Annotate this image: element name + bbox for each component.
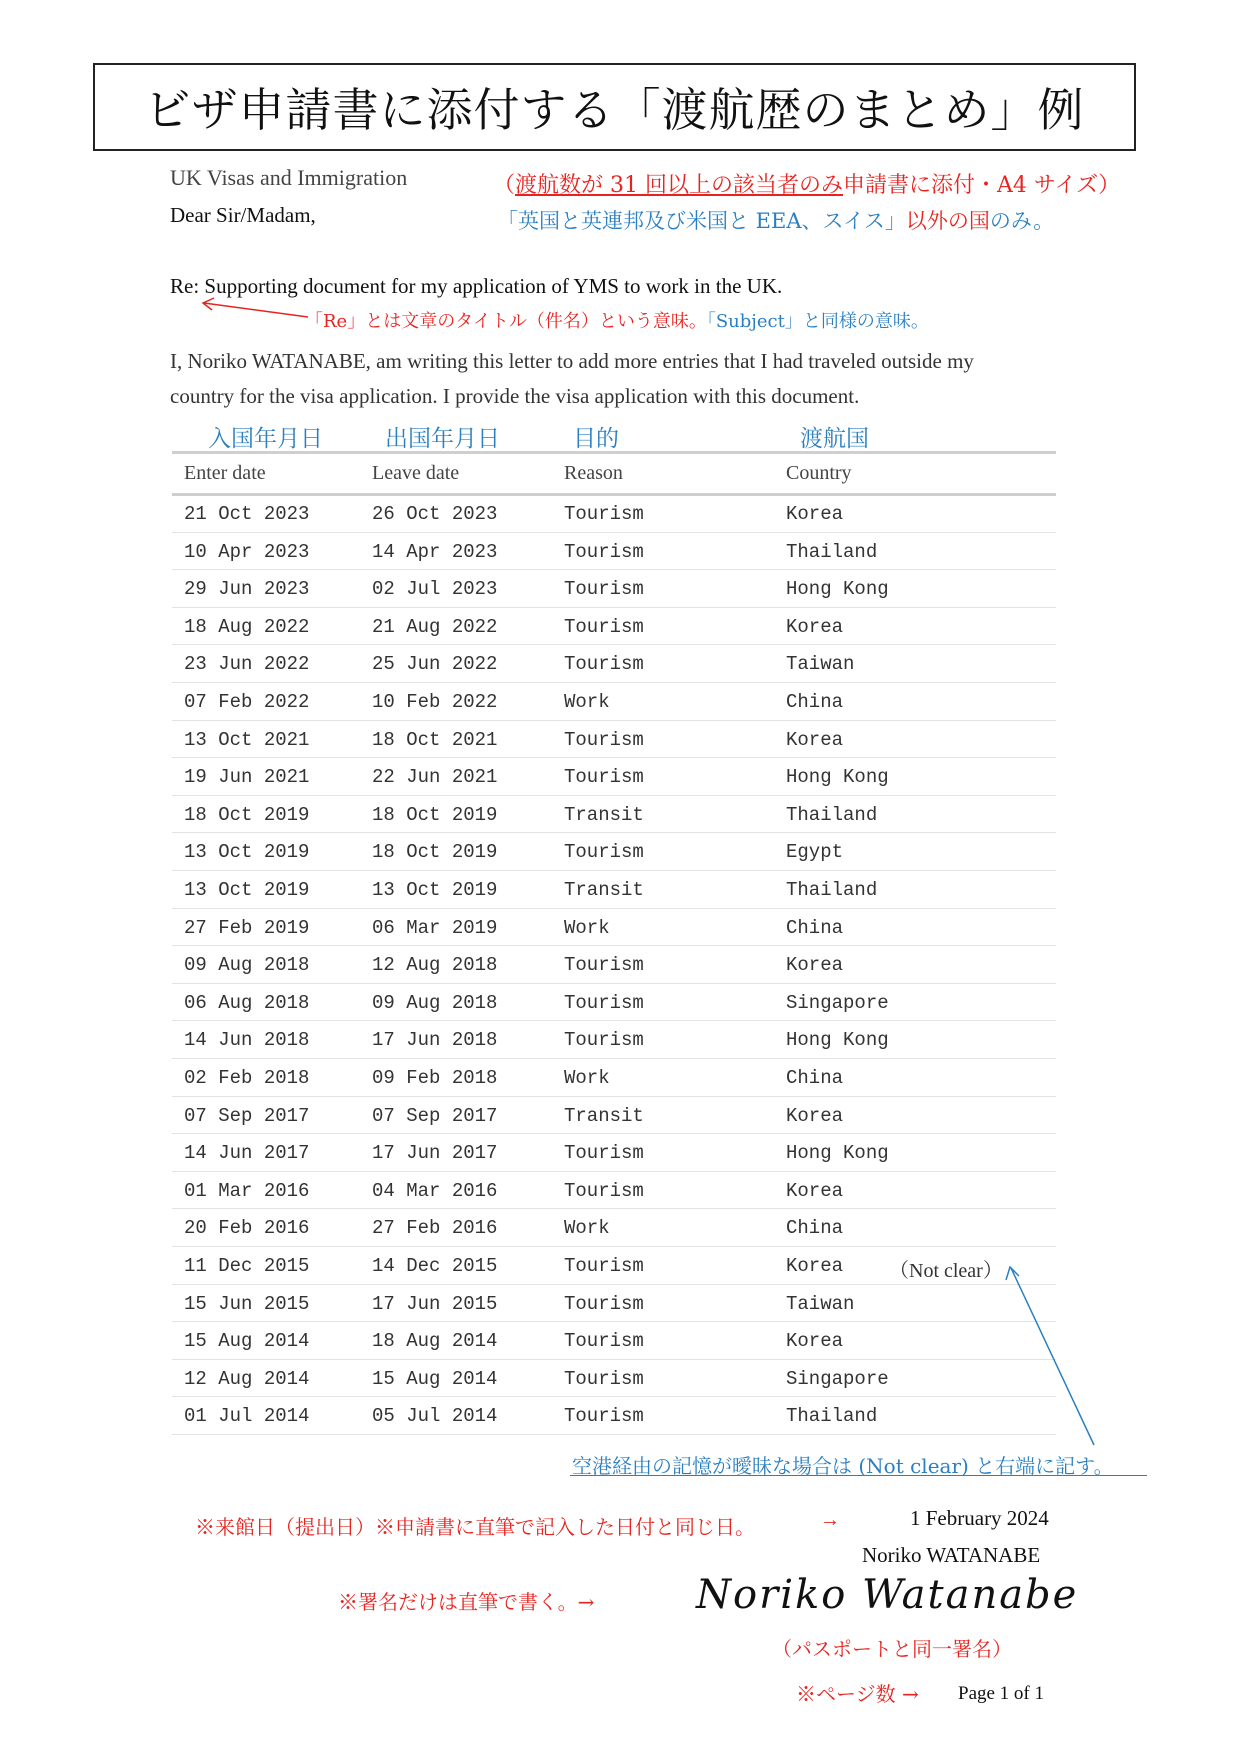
cell-enter-date: 15 Jun 2015: [184, 1292, 310, 1315]
cell-leave-date: 10 Feb 2022: [372, 691, 498, 713]
cell-country: Hong Kong: [786, 766, 889, 789]
cell-leave-date: 15 Aug 2014: [372, 1367, 498, 1390]
not-clear-arrow-icon: [1000, 1262, 1100, 1448]
cell-enter-date: 27 Feb 2019: [184, 916, 310, 939]
cell-country: China: [786, 916, 844, 939]
cell-leave-date: 18 Oct 2021: [372, 728, 498, 751]
cell-country: Thailand: [786, 803, 878, 826]
cell-country: Korea: [786, 954, 844, 977]
cell-reason: Tourism: [564, 991, 644, 1014]
cell-reason: Work: [564, 1067, 610, 1089]
cell-country: Korea: [786, 503, 844, 525]
body-line-2: country for the visa application. I provide the visa application with this document.: [170, 384, 860, 408]
cell-leave-date: 12 Aug 2018: [372, 954, 498, 977]
cell-reason: Tourism: [564, 653, 644, 676]
cell-reason: Tourism: [564, 578, 644, 601]
cell-country: Hong Kong: [786, 1142, 889, 1165]
cell-country: Singapore: [786, 1367, 889, 1390]
column-header-enter-date: Enter date: [184, 462, 266, 484]
table-row: [172, 570, 1056, 608]
cell-country: Thailand: [786, 1405, 878, 1428]
cell-reason: Work: [564, 916, 610, 939]
cell-leave-date: 22 Jun 2021: [372, 766, 498, 789]
page-count-note: ※ページ数 →: [796, 1682, 919, 1706]
cell-country: Korea: [786, 1104, 844, 1127]
re-explanation-note: [305, 307, 929, 333]
cell-country: China: [786, 691, 844, 713]
passport-signature-note: （パスポートと同一署名）: [772, 1637, 1012, 1661]
table-row: [172, 871, 1056, 909]
cell-leave-date: 18 Aug 2014: [372, 1330, 498, 1353]
note1-open: （: [493, 173, 516, 198]
cell-enter-date: 07 Feb 2022: [184, 691, 310, 713]
cell-enter-date: 06 Aug 2018: [184, 991, 310, 1014]
jp-header-country: 渡航国: [800, 426, 869, 452]
cell-enter-date: 18 Aug 2022: [184, 615, 310, 638]
cell-country: Taiwan: [786, 653, 855, 676]
table-row: [172, 608, 1056, 646]
cell-country: China: [786, 1217, 844, 1240]
table-row: [172, 1360, 1056, 1398]
table-row: [172, 1134, 1056, 1172]
cell-enter-date: 02 Feb 2018: [184, 1067, 310, 1089]
cell-leave-date: 02 Jul 2023: [372, 578, 498, 601]
cell-enter-date: 13 Oct 2019: [184, 879, 310, 901]
cell-leave-date: 27 Feb 2016: [372, 1217, 498, 1240]
table-row: [172, 1172, 1056, 1210]
cell-country: Thailand: [786, 879, 878, 901]
cell-enter-date: 01 Mar 2016: [184, 1179, 310, 1202]
cell-leave-date: 25 Jun 2022: [372, 653, 498, 676]
cell-leave-date: 05 Jul 2014: [372, 1405, 498, 1428]
cell-reason: Tourism: [564, 1255, 644, 1277]
page-number: Page 1 of 1: [958, 1683, 1045, 1704]
cell-enter-date: 29 Jun 2023: [184, 578, 310, 601]
not-clear-marker: （Not clear）: [889, 1260, 1003, 1282]
table-row: [172, 1247, 1056, 1285]
cell-enter-date: 20 Feb 2016: [184, 1217, 310, 1240]
cell-country: Korea: [786, 1255, 844, 1277]
note1-rest: 申請書に添付・A4 サイズ）: [843, 173, 1121, 198]
cell-reason: Tourism: [564, 1029, 644, 1052]
cell-reason: Transit: [564, 803, 644, 826]
cell-enter-date: 21 Oct 2023: [184, 503, 310, 525]
re-note-meaning: 「Re」とは文章のタイトル（件名）という意味。: [305, 311, 707, 332]
jp-header-leave-date: 出国年月日: [385, 426, 500, 452]
letter-date: 1 February 2024: [910, 1506, 1049, 1530]
cell-enter-date: 15 Aug 2014: [184, 1330, 310, 1353]
cell-enter-date: 23 Jun 2022: [184, 653, 310, 676]
cell-leave-date: 17 Jun 2017: [372, 1142, 498, 1165]
table-row: [172, 495, 1056, 533]
cell-leave-date: 21 Aug 2022: [372, 615, 498, 638]
greeting: Dear Sir/Madam,: [170, 203, 316, 227]
cell-reason: Tourism: [564, 841, 644, 864]
printed-name: Noriko WATANABE: [862, 1543, 1041, 1567]
not-clear-note-underline: [570, 1475, 1147, 1476]
table-row: [172, 533, 1056, 571]
cell-leave-date: 18 Oct 2019: [372, 841, 498, 864]
column-header-reason: Reason: [564, 462, 623, 484]
cell-reason: Transit: [564, 1104, 644, 1127]
cell-leave-date: 26 Oct 2023: [372, 503, 498, 525]
cell-reason: Transit: [564, 879, 644, 901]
cell-leave-date: 04 Mar 2016: [372, 1179, 498, 1202]
cell-country: Hong Kong: [786, 1029, 889, 1052]
cell-reason: Tourism: [564, 1292, 644, 1315]
table-row: [172, 1021, 1056, 1059]
cell-reason: Tourism: [564, 766, 644, 789]
cell-reason: Tourism: [564, 1179, 644, 1202]
cell-reason: Tourism: [564, 1367, 644, 1390]
cell-enter-date: 13 Oct 2021: [184, 728, 310, 751]
note2-countries: 「英国と英連邦及び米国と EEA、スイス」: [497, 209, 906, 233]
table-row: [172, 721, 1056, 759]
recipient-organisation: UK Visas and Immigration: [170, 165, 408, 190]
page-title-text: ビザ申請書に添付する「渡航歴のまとめ」例: [144, 83, 1085, 137]
handwritten-signature: Noriko Watanabe: [696, 1572, 1079, 1618]
date-arrow-icon: →: [820, 1509, 840, 1531]
cell-country: Thailand: [786, 540, 878, 563]
body-line-1: I, Noriko WATANABE, am writing this letter to add more entries that I had traveled outside my: [170, 349, 974, 373]
table-row: [172, 1397, 1056, 1435]
cell-leave-date: 13 Oct 2019: [372, 879, 498, 901]
cell-leave-date: 06 Mar 2019: [372, 916, 498, 939]
re-arrow-icon: [198, 296, 310, 322]
cell-country: Korea: [786, 728, 844, 751]
cell-reason: Tourism: [564, 503, 644, 525]
cell-reason: Tourism: [564, 1330, 644, 1353]
note1-underlined: 渡航数が 31 回以上の該当者のみ: [515, 173, 843, 198]
attachment-condition-note: [493, 168, 1120, 199]
cell-enter-date: 13 Oct 2019: [184, 841, 310, 864]
table-row: [172, 946, 1056, 984]
table-top-rule: [172, 451, 1056, 454]
cell-enter-date: 07 Sep 2017: [184, 1104, 310, 1127]
cell-enter-date: 11 Dec 2015: [184, 1255, 310, 1277]
cell-enter-date: 18 Oct 2019: [184, 803, 310, 826]
page-title: [93, 63, 1136, 151]
cell-country: China: [786, 1067, 844, 1089]
column-header-country: Country: [786, 462, 852, 484]
cell-country: Hong Kong: [786, 578, 889, 601]
table-row: [172, 683, 1056, 721]
cell-country: Korea: [786, 615, 844, 638]
cell-country: Korea: [786, 1330, 844, 1353]
submission-date-note: ※来館日（提出日）※申請書に直筆で記入した日付と同じ日。: [195, 1515, 755, 1539]
table-row: [172, 758, 1056, 796]
note2-only: のみ。: [989, 209, 1055, 233]
cell-reason: Tourism: [564, 728, 644, 751]
jp-header-reason: 目的: [573, 426, 619, 452]
cell-leave-date: 14 Apr 2023: [372, 540, 498, 563]
cell-leave-date: 09 Feb 2018: [372, 1067, 498, 1089]
cell-reason: Tourism: [564, 615, 644, 638]
table-row: [172, 796, 1056, 834]
table-row: [172, 1059, 1056, 1097]
jp-header-enter-date: 入国年月日: [208, 426, 323, 452]
cell-enter-date: 01 Jul 2014: [184, 1405, 310, 1428]
country-scope-note: [497, 205, 1054, 235]
cell-leave-date: 07 Sep 2017: [372, 1104, 498, 1127]
cell-reason: Work: [564, 691, 610, 713]
cell-leave-date: 17 Jun 2015: [372, 1292, 498, 1315]
cell-country: Taiwan: [786, 1292, 855, 1315]
column-header-leave-date: Leave date: [372, 462, 460, 484]
table-row: [172, 909, 1056, 947]
not-clear-explanation-note: 空港経由の記憶が曖昧な場合は (Not clear) と右端に記す。: [572, 1454, 1114, 1478]
table-row: [172, 1285, 1056, 1323]
cell-reason: Work: [564, 1217, 610, 1240]
cell-reason: Tourism: [564, 540, 644, 563]
cell-country: Korea: [786, 1179, 844, 1202]
cell-leave-date: 18 Oct 2019: [372, 803, 498, 826]
table-row: [172, 1097, 1056, 1135]
note2-other: 以外の国: [905, 209, 990, 233]
table-row: [172, 645, 1056, 683]
cell-reason: Tourism: [564, 1142, 644, 1165]
signature-note: ※署名だけは直筆で書く。→: [338, 1590, 595, 1614]
cell-enter-date: 12 Aug 2014: [184, 1367, 310, 1390]
subject-line: Re: Supporting document for my application of YMS to work in the UK.: [170, 274, 783, 298]
cell-country: Singapore: [786, 991, 889, 1014]
cell-country: Egypt: [786, 841, 844, 864]
cell-leave-date: 17 Jun 2018: [372, 1029, 498, 1052]
cell-reason: Tourism: [564, 954, 644, 977]
re-note-subject: 「Subject」と同様の意味。: [706, 311, 929, 332]
cell-enter-date: 14 Jun 2018: [184, 1029, 310, 1052]
table-row: [172, 1209, 1056, 1247]
cell-leave-date: 09 Aug 2018: [372, 991, 498, 1014]
table-row: [172, 1322, 1056, 1360]
cell-enter-date: 19 Jun 2021: [184, 766, 310, 789]
cell-leave-date: 14 Dec 2015: [372, 1255, 498, 1277]
table-row: [172, 833, 1056, 871]
table-row: [172, 984, 1056, 1022]
cell-reason: Tourism: [564, 1405, 644, 1428]
cell-enter-date: 10 Apr 2023: [184, 540, 310, 563]
cell-enter-date: 14 Jun 2017: [184, 1142, 310, 1165]
cell-enter-date: 09 Aug 2018: [184, 954, 310, 977]
